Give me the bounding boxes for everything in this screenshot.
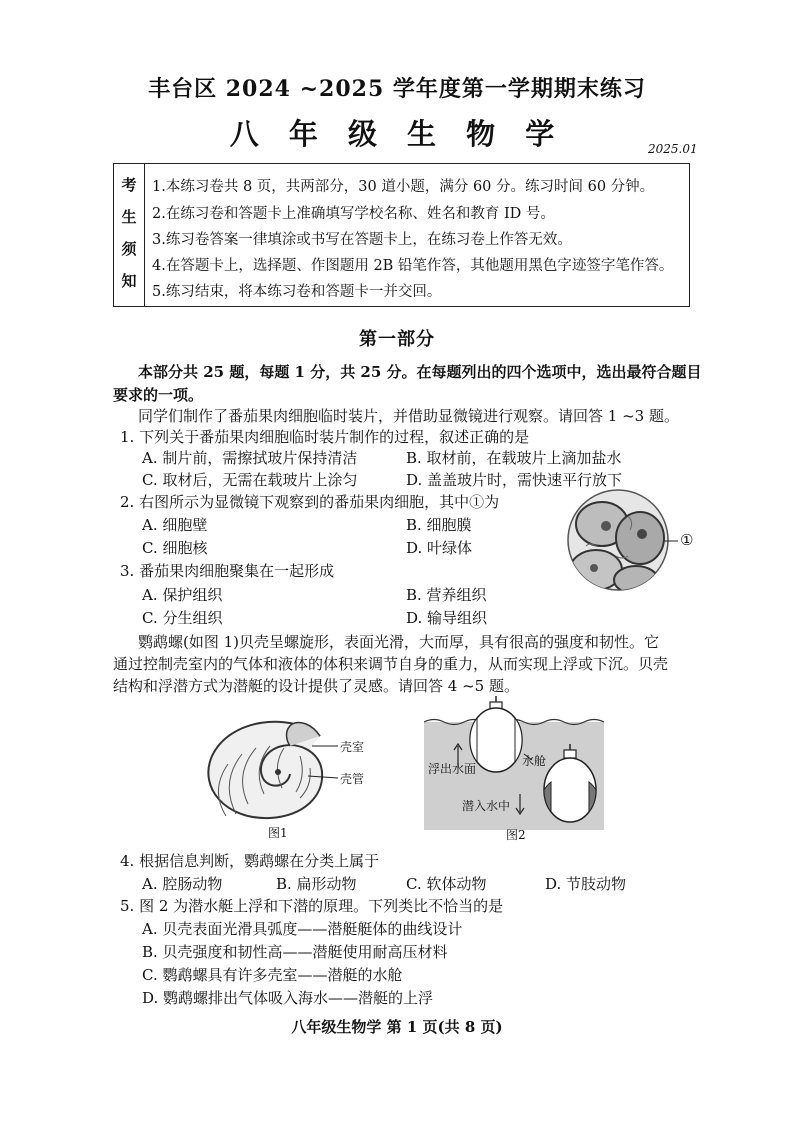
figure2-label-up: 浮出水面 (428, 762, 477, 776)
option: C. 鹦鹉螺具有许多壳室——潜艇的水舱 (142, 966, 403, 984)
option: D. 叶绿体 (406, 539, 473, 557)
option: C. 分生组织 (142, 609, 223, 627)
page-footer: 八年级生物学 第 1 页(共 8 页) (291, 1018, 503, 1036)
question-stem: 3. 番茄果肉细胞聚集在一起形成 (120, 562, 335, 580)
option: B. 营养组织 (406, 586, 487, 604)
figure-label: ① (680, 531, 694, 549)
question-stem: 2. 右图所示为显微镜下观察到的番茄果肉细胞，其中①为 (120, 493, 500, 511)
question-stem: 4. 根据信息判断，鹦鹉螺在分类上属于 (120, 852, 380, 870)
option: D. 盖盖玻片时，需快速平行放下 (406, 471, 623, 489)
subject-title: 八 年 级 生 物 学 (229, 117, 565, 151)
notice-item: 1.本练习卷共 8 页，共两部分，30 道小题，满分 60 分。练习时间 60 分钟。 (152, 179, 655, 195)
option: B. 取材前，在载玻片上滴加盐水 (406, 449, 622, 467)
microscope-cell-figure (566, 486, 696, 594)
option: A. 腔肠动物 (142, 875, 223, 893)
figure1-label-chamber: 壳室 (340, 740, 365, 754)
part-intro: 本部分共 25 题，每题 1 分，共 25 分。在每题列出的四个选项中，选出最符合题目 (138, 363, 702, 381)
figure1-caption: 图1 (268, 826, 288, 840)
option: B. 贝壳强度和韧性高——潜艇使用耐高压材料 (142, 943, 448, 961)
notice-label-char: 知 (121, 272, 137, 290)
notice-item: 5.练习结束，将本练习卷和答题卡一并交回。 (152, 284, 442, 300)
exam-title: 丰台区 2024 ~2025 学年度第一学期期末练习 (148, 76, 646, 102)
option: C. 细胞核 (142, 539, 208, 557)
option: D. 鹦鹉螺排出气体吸入海水——潜艇的上浮 (142, 989, 434, 1007)
option: A. 制片前，需擦拭玻片保持清洁 (142, 449, 358, 467)
option: C. 软体动物 (406, 875, 487, 893)
nautilus-shell-figure (200, 716, 352, 824)
notice-label-char: 须 (121, 240, 137, 258)
context-text: 同学们制作了番茄果肉细胞临时装片，并借助显微镜进行观察。请回答 1 ~3 题。 (138, 407, 679, 425)
option: B. 扁形动物 (276, 875, 357, 893)
figure2-label-down: 潜入水中 (462, 799, 511, 813)
option: A. 贝壳表面光滑具弧度——潜艇艇体的曲线设计 (142, 920, 463, 938)
part-intro: 要求的一项。 (113, 386, 204, 404)
figure1-label-siphuncle: 壳管 (340, 772, 365, 786)
notice-label (114, 164, 145, 306)
notice-label-char: 生 (121, 208, 137, 226)
notice-item: 4.在答题卡上，选择题、作图题用 2B 铅笔作答，其他题用黑色字迹签字笔作答。 (152, 258, 674, 274)
notice-item: 2.在练习卷和答题卡上准确填写学校名称、姓名和教育 ID 号。 (152, 206, 555, 222)
section-title: 第一部分 (359, 329, 435, 350)
option: C. 取材后，无需在载玻片上涂匀 (142, 471, 358, 489)
option: D. 输导组织 (406, 609, 488, 627)
question-stem: 1. 下列关于番茄果肉细胞临时装片制作的过程，叙述正确的是 (120, 428, 530, 446)
option: A. 保护组织 (142, 586, 223, 604)
option: B. 细胞膜 (406, 516, 472, 534)
notice-box (113, 163, 690, 307)
question-stem: 5. 图 2 为潜水艇上浮和下潜的原理。下列类比不恰当的是 (120, 897, 504, 915)
context-text: 通过控制壳室内的气体和液体的体积来调节自身的重力，从而实现上浮或下沉。贝壳 (113, 655, 669, 673)
figure2-caption: 图2 (506, 828, 526, 842)
figure2-label-tank: 水舱 (522, 754, 547, 768)
option: A. 细胞壁 (142, 516, 208, 534)
option: D. 节肢动物 (545, 875, 627, 893)
notice-item: 3.练习卷答案一律填涂或书写在答题卡上，在练习卷上作答无效。 (152, 232, 572, 248)
context-text: 鹦鹉螺(如图 1)贝壳呈螺旋形，表面光滑，大而厚，具有很高的强度和韧性。它 (138, 633, 660, 651)
exam-date: 2025.01 (648, 142, 698, 156)
notice-label-char: 考 (121, 176, 137, 194)
context-text: 结构和浮潜方式为潜艇的设计提供了灵感。请回答 4 ~5 题。 (113, 677, 519, 695)
